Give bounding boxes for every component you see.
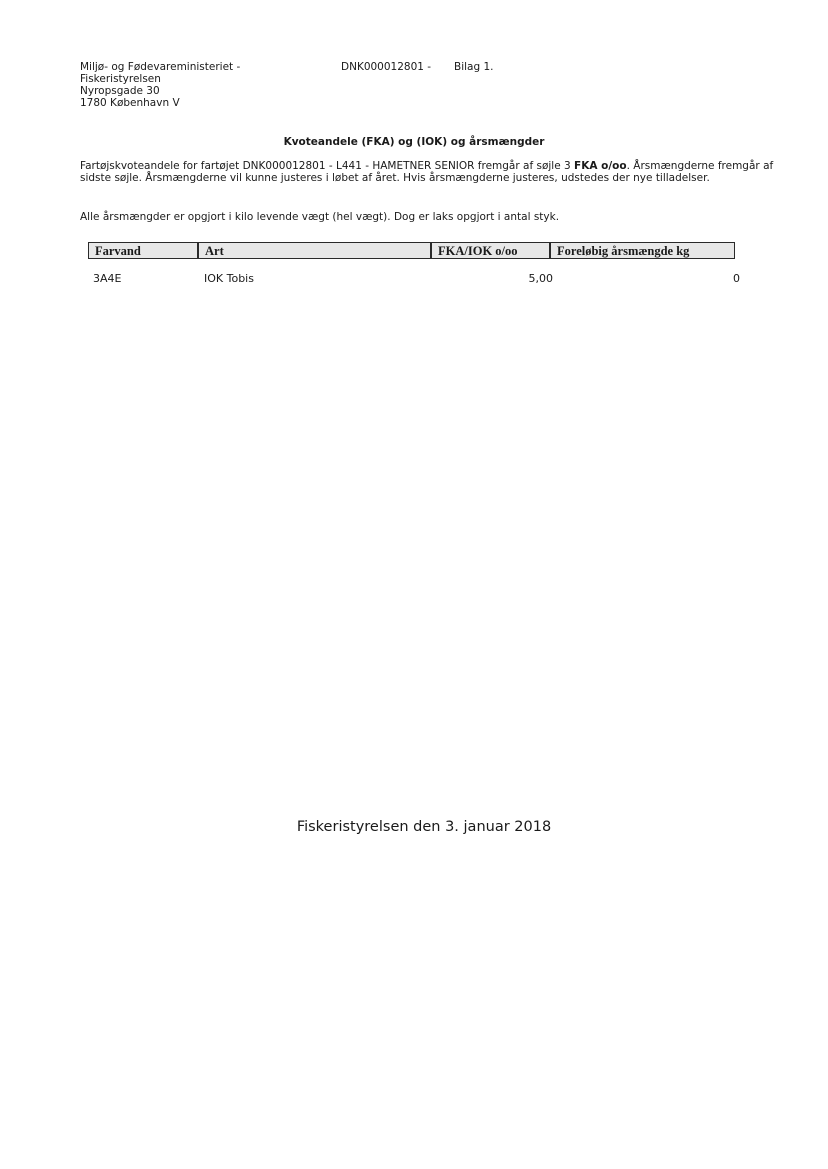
- intro-bold: FKA o/oo: [574, 160, 627, 172]
- sender-street: Nyropsgade 30: [80, 85, 160, 97]
- intro-paragraph: [80, 160, 780, 184]
- signature-date-line: Fiskeristyrelsen den 3. januar 2018: [296, 819, 552, 835]
- cell-aarsmaengde: 0: [733, 272, 740, 285]
- sender-agency: Fiskeristyrelsen: [80, 73, 161, 85]
- cell-art: IOK Tobis: [204, 272, 254, 285]
- intro-text-2: . Årsmængderne fremgår af sidste søjle. Årsmængderne vil kunne justeres i løbet af året. Hvis årsmængderne justeres, udstedes der nye tilladelser.: [80, 160, 774, 184]
- sender-city: 1780 København V: [80, 97, 180, 109]
- cell-farvand: 3A4E: [93, 272, 122, 285]
- document-title: Kvoteandele (FKA) og (IOK) og årsmængder: [283, 136, 545, 148]
- column-header-art: Art: [198, 242, 431, 259]
- intro-text-1: Fartøjskvoteandele for fartøjet DNK000012801 - L441 - HAMETNER SENIOR fremgår af søjle 3: [80, 160, 575, 172]
- vessel-reference: DNK000012801 -: [341, 61, 432, 73]
- column-header-aarsmaengde: Foreløbig årsmængde kg: [550, 242, 735, 259]
- sender-name: Miljø- og Fødevareministeriet -: [80, 61, 241, 73]
- column-header-fka: FKA/IOK o/oo: [431, 242, 550, 259]
- column-header-farvand: Farvand: [88, 242, 198, 259]
- attachment-label: Bilag 1.: [454, 61, 494, 73]
- weight-note: Alle årsmængder er opgjort i kilo levende vægt (hel vægt). Dog er laks opgjort i antal styk.: [80, 211, 560, 223]
- cell-fka: 5,00: [528, 272, 553, 285]
